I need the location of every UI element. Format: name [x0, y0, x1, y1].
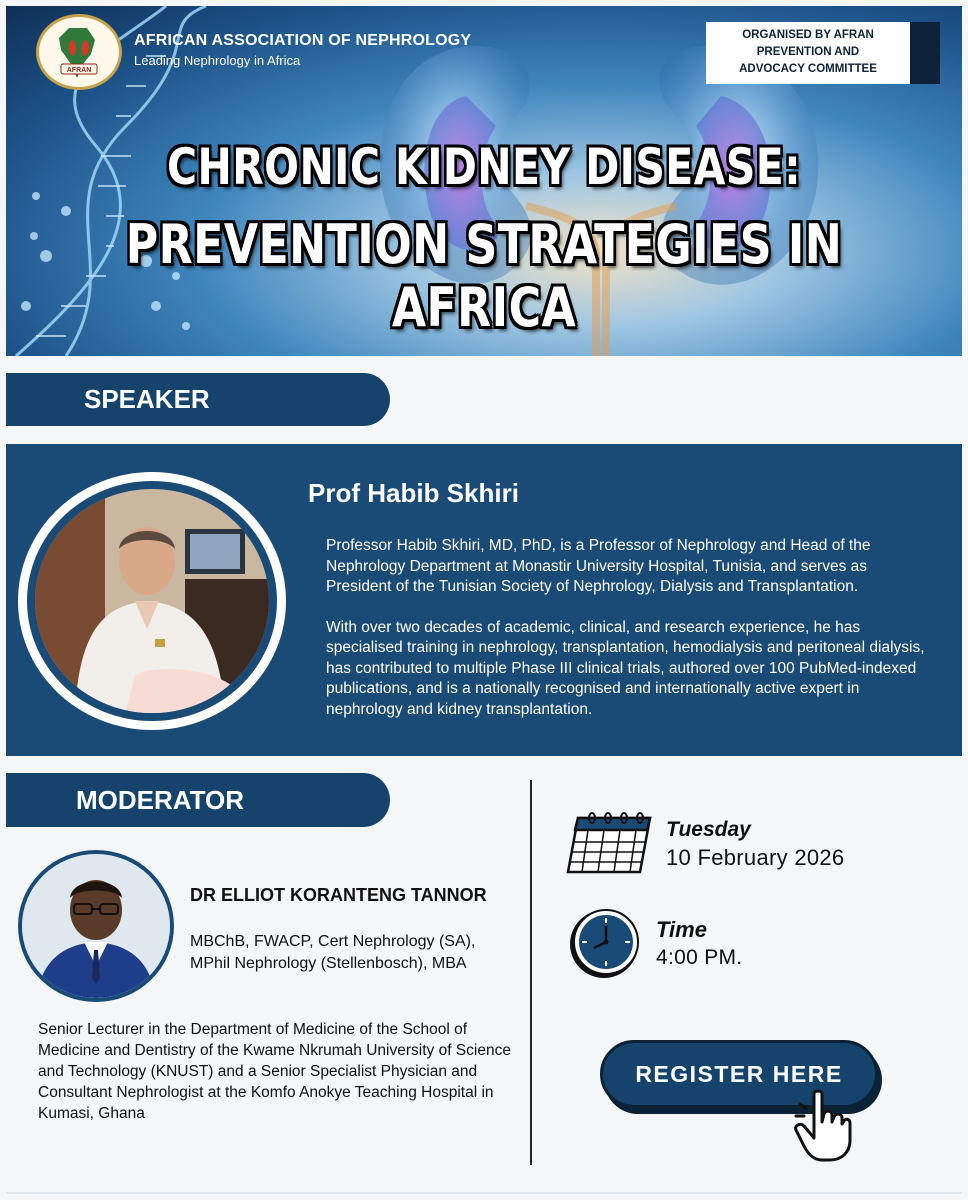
- speaker-section-label: SPEAKER: [6, 373, 390, 426]
- event-date: 10 February 2026: [666, 845, 845, 870]
- moderator-portrait: [22, 854, 170, 998]
- moderator-photo: [18, 850, 174, 1002]
- calendar-icon: [566, 812, 654, 878]
- organiser-line: ORGANISED BY AFRAN: [742, 29, 874, 41]
- pointer-hand-icon: [792, 1088, 852, 1164]
- event-time-label: Time: [656, 917, 707, 942]
- speaker-bio-paragraph: Professor Habib Skhiri, MD, PhD, is a Professor of Nephrology and Head of the Nephrology Department at Monastir University Hospital, Tunisia, and serves as President of the Tunisian Society of Nephrology, Dialysis and Transplantation.: [326, 537, 871, 595]
- speaker-photo: [18, 472, 286, 730]
- speaker-portrait: [35, 489, 269, 713]
- moderator-name: DR ELLIOT KORANTENG TANNOR: [190, 885, 487, 905]
- column-divider: [530, 780, 532, 1165]
- footer-rule: [6, 1192, 962, 1194]
- moderator-credentials-line: MPhil Nephrology (Stellenbosch), MBA: [190, 955, 467, 972]
- register-button[interactable]: REGISTER HERE: [600, 1040, 878, 1108]
- event-title-line-2: PREVENTION STRATEGIES IN AFRICA: [125, 213, 843, 339]
- kidney-logo-icon: [47, 20, 111, 84]
- afran-logo: [36, 14, 122, 90]
- hero-banner: [6, 6, 962, 356]
- organiser-line: PREVENTION AND: [756, 46, 860, 58]
- clock-icon: [566, 904, 644, 982]
- logo-text: AFRAN: [66, 67, 92, 74]
- moderator-credentials-line: MBChB, FWACP, Cert Nephrology (SA),: [190, 933, 476, 950]
- org-name: AFRICAN ASSOCIATION OF NEPHROLOGY: [134, 32, 472, 49]
- event-day: Tuesday: [666, 818, 751, 841]
- organiser-box: [706, 22, 910, 84]
- event-title-line-1: CHRONIC KIDNEY DISEASE:: [166, 138, 802, 196]
- moderator-bio: Senior Lecturer in the Department of Medicine of the School of Medicine and Dentistry of the Kwame Nkrumah University of Science and Technology (KNUST) and a Senior Specialist Physician and Consultant Nephrologist at the Komfo Anokye Teaching Hospital in Kumasi, Ghana: [38, 1021, 511, 1122]
- moderator-credentials: [190, 931, 475, 975]
- event-time: 4:00 PM.: [656, 946, 743, 969]
- moderator-section-label: MODERATOR: [6, 773, 390, 827]
- speaker-panel: [6, 444, 962, 756]
- speaker-bio-paragraph: With over two decades of academic, clinical, and research experience, he has specialised training in nephrology, transplantation, hemodialysis and peritoneal dialysis, has contributed to multiple Phase III clinical trials, authored over 100 PubMed-indexed publications, and is a nationally recognised and internationally active expert in nephrology and kidney transplantation.: [326, 618, 925, 718]
- organiser-accent: [910, 22, 940, 84]
- organiser-line: ADVOCACY COMMITTEE: [739, 63, 877, 75]
- speaker-name: Prof Habib Skhiri: [308, 478, 519, 508]
- speaker-bio: [326, 536, 936, 720]
- org-tagline: Leading Nephrology in Africa: [134, 53, 301, 68]
